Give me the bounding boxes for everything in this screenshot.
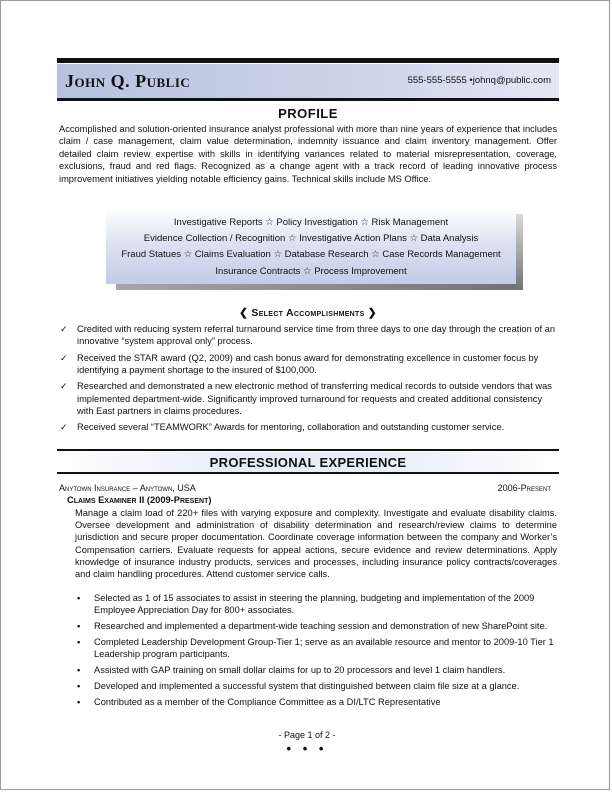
achievement-item — [75, 680, 557, 692]
profile-summary: Accomplished and solution-oriented insurance analyst professional with more than nine years of experience that includes claim / case management, claim value determination, indemnity issuance and claim inventory management. Offer detailed claim review expertise with skills in identifying variances related to material misrepresentation, coverage, exclusions, fraud and red flags. Recognized as a change agent with a track record of leading innovative process improvement initiatives yielding notable efficiency gains. Technical skills include MS Office. — [59, 124, 557, 184]
experience-top-rule — [57, 449, 559, 451]
email-address: johnq@public.com — [472, 75, 551, 86]
achievement-text: Assisted with GAP training on small dollar claims for up to 20 processors and level 1 claim handlers. — [94, 665, 506, 676]
header-top-rule — [57, 58, 559, 63]
accomplishment-text: Received several “TEAMWORK” Awards for mentoring, collaboration and outstanding customer service. — [77, 422, 505, 433]
checkmark-icon: ✓ — [60, 422, 68, 433]
bullet-icon: • — [77, 681, 81, 692]
contact-separator: • — [466, 75, 473, 86]
achievement-item — [75, 636, 557, 660]
achievement-item — [75, 696, 557, 708]
profile-heading: PROFILE — [278, 106, 338, 121]
accomplishments-heading — [57, 307, 559, 319]
employment-dates-text: 2006-Present — [497, 483, 551, 493]
employment-dates — [498, 483, 551, 493]
job-title — [67, 495, 211, 505]
achievement-text: Selected as 1 of 15 associates to assist in steering the planning, budgeting and implementation of the 2009 Employee Appreciation Day for 800+ associates. — [94, 593, 535, 616]
bullet-icon: • — [77, 697, 81, 708]
checkmark-icon: ✓ — [60, 381, 68, 392]
company-line — [59, 483, 196, 493]
header-bottom-rule — [57, 98, 559, 101]
bullet-icon: • — [77, 621, 81, 632]
job-description: Manage a claim load of 220+ files with varying exposure and complexity. Investigate and evaluate disability claims. Oversee development and administration of disability determination and research/review claims to determine jurisdiction and secure proper documentation. Coordinate coverage information between the company and Worker’s Compensation carriers. Evaluate requests for appeal actions, secure evidence and review determinations. Apply knowledge of insurance industry products, services and processes, including insurance policy contracts/coverages and claim handling procedures. Attend customer service calls. — [75, 508, 557, 580]
experience-heading: PROFESSIONAL EXPERIENCE — [209, 455, 407, 470]
achievement-text: Contributed as a member of the Compliance Committee as a DI/LTC Representative — [94, 697, 441, 708]
candidate-name — [65, 71, 190, 92]
achievement-text: Completed Leadership Development Group-Tier 1; serve as an available resource and mentor to 2009-10 Tier 1 Leadership program participants. — [94, 637, 554, 660]
bullet-icon: • — [77, 637, 81, 648]
experience-bottom-rule — [57, 472, 559, 474]
accomplishment-text: Received the STAR award (Q2, 2009) and cash bonus award for demonstrating excellence in customer focus by identifying a payment shortage to the insured of $100,000. — [77, 352, 539, 376]
accomplishment-item — [59, 352, 557, 377]
skills-line: Fraud Statues ☆ Claims Evaluation ☆ Database Research ☆ Case Records Management — [121, 249, 501, 261]
phone-number: 555-555-5555 — [407, 75, 467, 86]
page-number: - Page 1 of 2 - — [278, 730, 336, 740]
continued-indicator: • • • — [286, 741, 328, 756]
accomplishments-heading-text: ❮ Select Accomplishments ❯ — [239, 307, 377, 319]
checkmark-icon: ✓ — [60, 352, 68, 363]
skills-line: Investigative Reports ☆ Policy Investigation ☆ Risk Management — [173, 217, 449, 228]
contact-info — [408, 75, 551, 86]
accomplishment-text: Credited with reducing system referral turnaround service time from three days to one day through the creation of an innovative “system approval only” process. — [77, 324, 555, 347]
achievement-item — [75, 620, 557, 632]
bullet-icon: • — [77, 593, 81, 603]
accomplishment-item — [59, 421, 557, 433]
accomplishment-item — [59, 323, 557, 348]
bullet-icon: • — [77, 665, 81, 676]
skills-list — [106, 215, 516, 280]
job-achievements — [75, 592, 557, 712]
skills-line: Insurance Contracts ☆ Process Improvement — [215, 265, 407, 277]
achievement-text: Researched and implemented a department-wide teaching session and demonstration of new SharePoint site. — [94, 621, 548, 632]
accomplishment-text: Researched and demonstrated a new electronic method of transferring medical records to outside vendors that was implemented department-wide. Significantly improved turnaround for requests and created additional consistency with East partners in claims procedures. — [77, 381, 552, 417]
checkmark-icon: ✓ — [60, 324, 68, 334]
skills-line: Evidence Collection / Recognition ☆ Investigative Action Plans ☆ Data Analysis — [143, 233, 479, 245]
achievement-text: Developed and implemented a successful system that distinguished between claim file size at a glance. — [94, 681, 520, 692]
skills-box-shadow-side — [516, 214, 523, 290]
job-title-text: Claims Examiner II (2009-Present) — [67, 495, 212, 505]
skills-box-shadow-bottom — [116, 284, 516, 290]
accomplishment-item — [59, 380, 557, 417]
company-name: Anytown Insurance – Anytown, USA — [59, 483, 196, 493]
accomplishments-list — [59, 323, 557, 437]
candidate-name-text: John Q. Public — [65, 71, 191, 91]
achievement-item — [75, 664, 557, 676]
achievement-item — [75, 592, 557, 616]
